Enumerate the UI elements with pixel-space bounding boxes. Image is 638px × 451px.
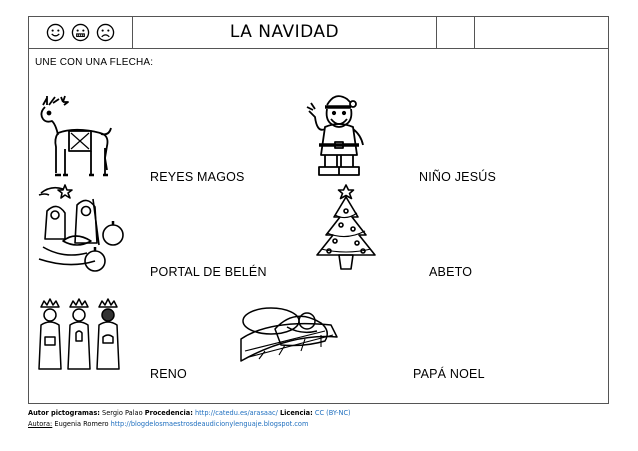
smiling-face-icon[interactable] [46,23,65,42]
license-link[interactable]: CC (BY-NC) [314,409,351,417]
credits-name: Eugenia Romero [54,420,109,428]
credits-label: Autora: [28,420,53,428]
word-portal-de-belen[interactable]: PORTAL DE BELÉN [150,265,267,279]
author-value: Sergio Palao [102,409,143,417]
page-title: LA NAVIDAD [133,17,437,48]
word-papa-noel[interactable]: PAPÁ NOEL [413,367,485,381]
word-nino-jesus[interactable]: NIÑO JESÚS [419,170,497,184]
footer-line-1 [28,408,351,419]
header-row [28,16,609,49]
santa-claus-picture[interactable] [305,89,373,181]
source-link[interactable]: http://catedu.es/arasaac/ [195,409,278,417]
sad-face-icon[interactable] [96,23,115,42]
reindeer-picture[interactable] [35,93,121,179]
three-kings-picture[interactable] [35,297,125,373]
footer-credits [28,408,351,430]
credits-link[interactable]: http://blogdelosmaestrosdeaudicionylenguaje.blogspot.com [110,420,309,428]
faces-cell [29,17,133,48]
exercise-box [28,48,609,404]
instruction-text: UNE CON UNA FLECHA: [35,57,154,68]
source-label: Procedencia: [144,409,193,417]
license-label: Licencia: [279,409,313,417]
baby-jesus-picture[interactable] [235,299,345,363]
nativity-scene-picture[interactable] [35,181,129,273]
word-reyes-magos[interactable]: REYES MAGOS [150,170,245,184]
christmas-tree-picture[interactable] [311,183,381,275]
word-reno[interactable]: RENO [150,367,187,381]
author-label: Autor pictogramas: [28,409,100,417]
word-abeto[interactable]: ABETO [429,265,473,279]
footer-line-2 [28,419,351,430]
neutral-face-icon[interactable] [71,23,90,42]
score-cell[interactable] [437,17,475,48]
